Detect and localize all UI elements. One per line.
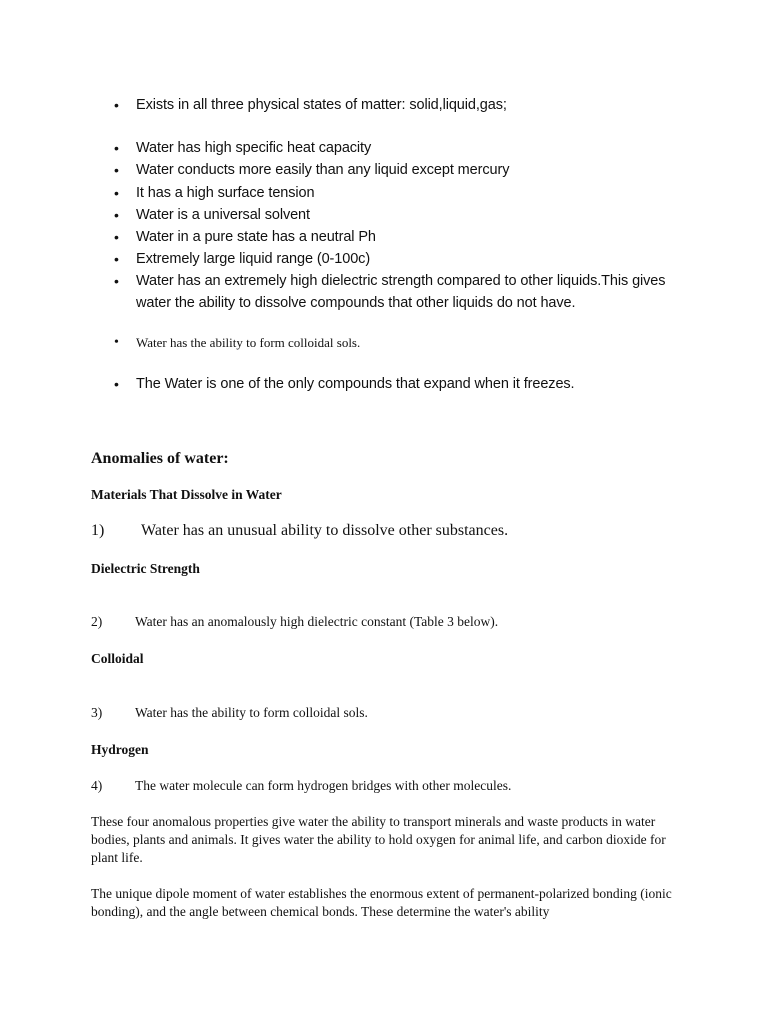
item-text: Water has an unusual ability to dissolve other substances. xyxy=(141,522,509,539)
list-item-text: Water has the ability to form colloidal sols. xyxy=(136,335,361,350)
list-item-text: It has a high surface tension xyxy=(136,185,315,201)
subsection-heading: Dielectric Strength xyxy=(91,561,200,576)
item-number: 1) xyxy=(91,522,105,539)
subsection-heading: Colloidal xyxy=(91,651,144,666)
bullet-icon: • xyxy=(114,335,119,350)
list-item xyxy=(114,373,696,395)
list-item xyxy=(114,226,696,248)
subsection-heading: Materials That Dissolve in Water xyxy=(91,487,282,502)
item-number: 4) xyxy=(91,778,103,793)
bullet-icon: • xyxy=(114,140,119,156)
bullet-icon: • xyxy=(114,229,119,245)
list-item-text: Water has an extremely high dielectric strength compared to other liquids.This gives water the ability to dissolve compounds that other liquids do not have. xyxy=(136,273,666,311)
bullet-icon: • xyxy=(114,97,119,113)
list-item xyxy=(114,334,696,352)
list-item-text: Water is a universal solvent xyxy=(136,207,310,223)
item-number: 3) xyxy=(91,705,103,720)
item-text: Water has the ability to form colloidal sols. xyxy=(135,705,368,720)
list-item xyxy=(114,159,696,181)
body-paragraph: The unique dipole moment of water establishes the enormous extent of permanent-polarized bonding (ionic bonding), and the angle between chemical bonds. These determine the water's ability xyxy=(91,886,672,919)
list-item xyxy=(114,270,688,314)
list-item xyxy=(114,94,696,116)
list-item-text: The Water is one of the only compounds that expand when it freezes. xyxy=(136,376,575,392)
list-item xyxy=(114,137,696,159)
list-item-text: Extremely large liquid range (0-100c) xyxy=(136,251,371,267)
section-title: Anomalies of water: xyxy=(91,450,229,467)
list-item-text: Water conducts more easily than any liquid except mercury xyxy=(136,162,510,178)
bullet-icon: • xyxy=(114,376,119,392)
bullet-icon: • xyxy=(114,185,119,201)
item-text: The water molecule can form hydrogen bridges with other molecules. xyxy=(135,778,512,793)
list-item-text: Exists in all three physical states of matter: solid,liquid,gas; xyxy=(136,97,507,113)
bullet-icon: • xyxy=(114,251,119,267)
bullet-icon: • xyxy=(114,273,119,289)
item-number: 2) xyxy=(91,614,103,629)
list-item xyxy=(114,248,696,270)
body-paragraph: These four anomalous properties give water the ability to transport minerals and waste products in water bodies, plants and animals. It gives water the ability to hold oxygen for animal life, and carbon dioxide for plant life. xyxy=(91,814,666,865)
item-text: Water has an anomalously high dielectric constant (Table 3 below). xyxy=(135,614,499,629)
list-item xyxy=(114,204,696,226)
bullet-icon: • xyxy=(114,207,119,223)
list-item xyxy=(114,182,696,204)
subsection-heading: Hydrogen xyxy=(91,742,149,757)
bullet-icon: • xyxy=(114,162,119,178)
list-item-text: Water in a pure state has a neutral Ph xyxy=(136,229,376,245)
list-item-text: Water has high specific heat capacity xyxy=(136,140,372,156)
